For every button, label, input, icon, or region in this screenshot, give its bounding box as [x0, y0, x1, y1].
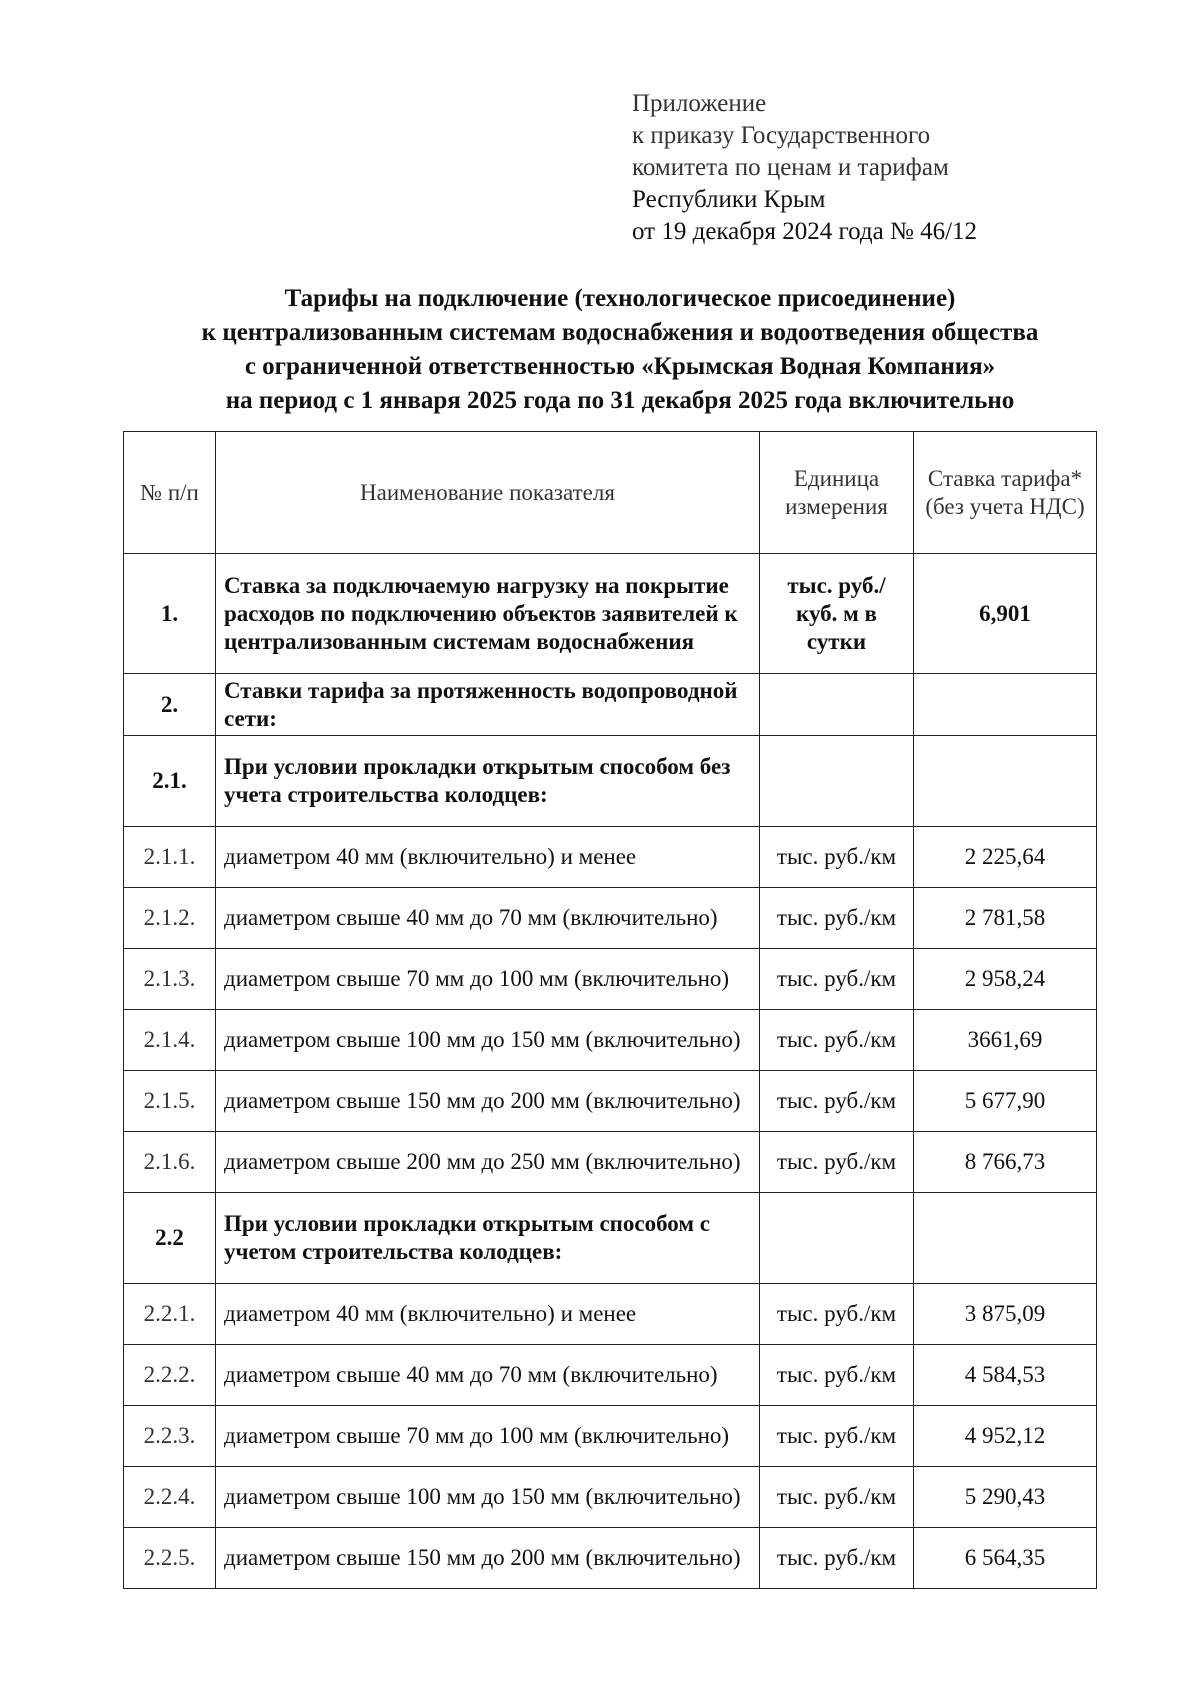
row-unit: тыс. руб./км — [760, 827, 914, 888]
row-name: диаметром свыше 70 мм до 100 мм (включительно) — [216, 1406, 760, 1467]
row-num: 2.1.5. — [124, 1071, 216, 1132]
row-rate: 5 290,43 — [914, 1467, 1097, 1528]
row-rate — [914, 736, 1097, 827]
table-row — [124, 1010, 1097, 1071]
table-row — [124, 554, 1097, 674]
row-name: диаметром свыше 70 мм до 100 мм (включительно) — [216, 949, 760, 1010]
table-row — [124, 1132, 1097, 1193]
row-rate: 3661,69 — [914, 1010, 1097, 1071]
row-rate: 2 781,58 — [914, 888, 1097, 949]
row-num: 2.2.3. — [124, 1406, 216, 1467]
tariff-table — [123, 431, 1097, 1589]
approval-line: к приказу Государственного — [632, 122, 931, 149]
title-line: на период с 1 января 2025 года по 31 декабря 2025 года включительно — [225, 387, 1015, 414]
table-row — [124, 888, 1097, 949]
row-name: диаметром свыше 150 мм до 200 мм (включительно) — [216, 1071, 760, 1132]
row-num: 2.1.4. — [124, 1010, 216, 1071]
row-rate: 8 766,73 — [914, 1132, 1097, 1193]
row-unit: тыс. руб./км — [760, 1010, 914, 1071]
table-row — [124, 1528, 1097, 1589]
row-name: Ставки тарифа за протяженность водопроводной сети: — [216, 674, 760, 736]
approval-line: Приложение — [632, 90, 767, 117]
row-num: 2.2.1. — [124, 1284, 216, 1345]
header-name: Наименование показателя — [216, 432, 760, 554]
row-num: 2.1.2. — [124, 888, 216, 949]
row-num: 1. — [124, 554, 216, 674]
document-title — [120, 282, 1120, 418]
row-name: диаметром свыше 200 мм до 250 мм (включительно) — [216, 1132, 760, 1193]
row-unit: тыс. руб./км — [760, 1406, 914, 1467]
row-name: диаметром свыше 40 мм до 70 мм (включительно) — [216, 1345, 760, 1406]
row-name: диаметром свыше 100 мм до 150 мм (включительно) — [216, 1467, 760, 1528]
row-name: диаметром свыше 150 мм до 200 мм (включительно) — [216, 1528, 760, 1589]
row-unit: тыс. руб./км — [760, 1528, 914, 1589]
table-row — [124, 1071, 1097, 1132]
row-unit: тыс. руб./км — [760, 1284, 914, 1345]
row-unit: тыс. руб./км — [760, 949, 914, 1010]
row-unit: тыс. руб./ куб. м в сутки — [760, 554, 914, 674]
row-name: диаметром 40 мм (включительно) и менее — [216, 827, 760, 888]
row-name: Ставка за подключаемую нагрузку на покрытие расходов по подключению объектов заявителей к централизованным системам водоснабжения — [216, 554, 760, 674]
row-rate: 4 952,12 — [914, 1406, 1097, 1467]
row-name: При условии прокладки открытым способом с учетом строительства колодцев: — [216, 1193, 760, 1284]
approval-block — [632, 88, 1112, 248]
row-rate: 6 564,35 — [914, 1528, 1097, 1589]
approval-line: комитета по ценам и тарифам — [632, 154, 949, 181]
header-num: № п/п — [124, 432, 216, 554]
header-unit: Единица измерения — [760, 432, 914, 554]
table-header-row — [124, 432, 1097, 554]
row-unit — [760, 674, 914, 736]
table-row — [124, 674, 1097, 736]
table-row — [124, 1345, 1097, 1406]
row-num: 2.1.1. — [124, 827, 216, 888]
row-unit: тыс. руб./км — [760, 888, 914, 949]
row-unit — [760, 1193, 914, 1284]
table-row — [124, 1284, 1097, 1345]
table-row — [124, 1467, 1097, 1528]
title-line: Тарифы на подключение (технологическое присоединение) — [284, 285, 956, 312]
row-rate: 2 225,64 — [914, 827, 1097, 888]
table-row — [124, 1406, 1097, 1467]
row-num: 2.2 — [124, 1193, 216, 1284]
row-rate: 3 875,09 — [914, 1284, 1097, 1345]
approval-date-line: от 19 декабря 2024 года № 46/12 — [632, 218, 978, 245]
row-num: 2.1. — [124, 736, 216, 827]
row-unit: тыс. руб./км — [760, 1467, 914, 1528]
row-num: 2.2.4. — [124, 1467, 216, 1528]
row-unit — [760, 736, 914, 827]
row-rate: 6,901 — [914, 554, 1097, 674]
row-num: 2.1.3. — [124, 949, 216, 1010]
table-row — [124, 949, 1097, 1010]
row-num: 2.1.6. — [124, 1132, 216, 1193]
row-name: диаметром свыше 100 мм до 150 мм (включительно) — [216, 1010, 760, 1071]
row-rate — [914, 674, 1097, 736]
row-num: 2.2.5. — [124, 1528, 216, 1589]
title-line: к централизованным системам водоснабжения и водоотведения общества — [201, 319, 1039, 346]
header-rate: Ставка тарифа* (без учета НДС) — [914, 432, 1097, 554]
approval-line: Республики Крым — [632, 186, 826, 213]
table-row — [124, 827, 1097, 888]
row-unit: тыс. руб./км — [760, 1132, 914, 1193]
table-row — [124, 736, 1097, 827]
row-num: 2. — [124, 674, 216, 736]
row-rate: 5 677,90 — [914, 1071, 1097, 1132]
row-rate — [914, 1193, 1097, 1284]
row-name: диаметром свыше 40 мм до 70 мм (включительно) — [216, 888, 760, 949]
title-line: с ограниченной ответственностью «Крымская Водная Компания» — [244, 353, 996, 380]
row-rate: 4 584,53 — [914, 1345, 1097, 1406]
row-name: диаметром 40 мм (включительно) и менее — [216, 1284, 760, 1345]
row-rate: 2 958,24 — [914, 949, 1097, 1010]
table-row — [124, 1193, 1097, 1284]
row-name: При условии прокладки открытым способом без учета строительства колодцев: — [216, 736, 760, 827]
row-unit: тыс. руб./км — [760, 1345, 914, 1406]
row-num: 2.2.2. — [124, 1345, 216, 1406]
row-unit: тыс. руб./км — [760, 1071, 914, 1132]
